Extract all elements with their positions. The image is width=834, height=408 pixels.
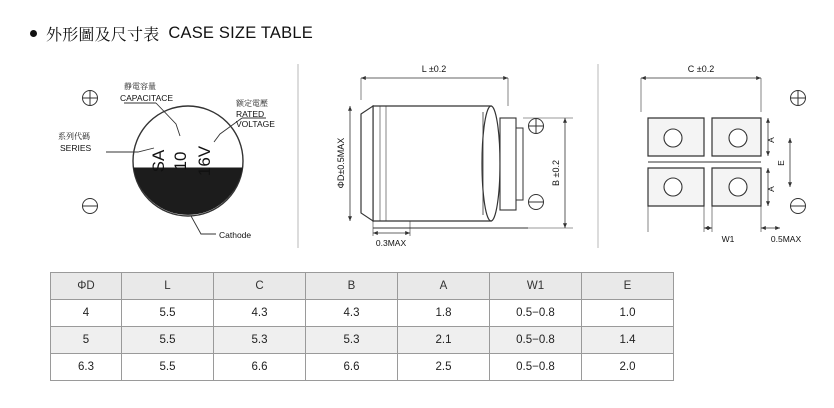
case-drawing (28, 56, 808, 256)
table-cell: 0.5−0.8 (490, 354, 582, 381)
table-cell: 6.3 (51, 354, 122, 381)
dim-a-top: A (766, 137, 776, 143)
label-cathode: Cathode (219, 230, 252, 240)
table-header-cell: W1 (490, 273, 582, 300)
table-cell: 0.5−0.8 (490, 300, 582, 327)
table-cell: 5.3 (214, 327, 306, 354)
dim-height: B ±0.2 (551, 160, 561, 186)
label-series-cn: 系列代碼 (58, 132, 90, 141)
table-header-cell: E (582, 273, 674, 300)
table-cell: 5 (51, 327, 122, 354)
bottom-view-minus-symbol (791, 199, 806, 214)
label-rated-voltage-cn: 额定電壓 (236, 99, 268, 108)
table-cell: 5.3 (306, 327, 398, 354)
page-title-cn: 外形圖及尺寸表 (46, 25, 160, 44)
case-size-table (50, 272, 674, 381)
table-cell: 2.5 (398, 354, 490, 381)
table-cell: 5.5 (122, 354, 214, 381)
marking-series: SA (149, 149, 168, 173)
table-row (51, 354, 674, 381)
dim-diameter: ΦD±0.5MAX (336, 137, 346, 189)
top-view-plus-symbol (83, 91, 98, 106)
table-cell: 2.1 (398, 327, 490, 354)
dim-w1: W1 (721, 234, 735, 244)
marking-capacitance: 10 (171, 151, 190, 171)
table-cell: 1.8 (398, 300, 490, 327)
bullet-icon (30, 30, 37, 37)
dim-c: C ±0.2 (687, 64, 715, 74)
table-row (51, 327, 674, 354)
table-cell: 4.3 (306, 300, 398, 327)
table-row (51, 300, 674, 327)
table-cell: 0.5−0.8 (490, 327, 582, 354)
dim-a-bottom: A (766, 186, 776, 192)
dim-e: E (776, 160, 786, 166)
table-cell: 2.0 (582, 354, 674, 381)
table-cell: 6.6 (214, 354, 306, 381)
top-view-minus-symbol (83, 199, 98, 214)
label-series-en: SERIES (60, 143, 92, 153)
table-header-cell: L (122, 273, 214, 300)
table-header-cell: ΦD (51, 273, 122, 300)
bottom-view-plus-symbol (791, 91, 806, 106)
table-cell: 6.6 (306, 354, 398, 381)
table-cell: 5.5 (122, 327, 214, 354)
table-cell: 4.3 (214, 300, 306, 327)
table-header-cell: B (306, 273, 398, 300)
table-header-row (51, 273, 674, 300)
dim-seat: 0.3MAX (375, 238, 407, 248)
table-header-cell: A (398, 273, 490, 300)
label-rated-voltage-en-2: VOLTAGE (236, 119, 275, 129)
dim-length: L ±0.2 (421, 64, 447, 74)
page-title (30, 22, 313, 45)
side-view-plus-symbol (529, 119, 544, 134)
case-size-table-wrap (50, 272, 674, 381)
label-rated-voltage-en-1: RATED (236, 109, 265, 119)
label-capacitance-en: CAPACITACE (120, 93, 174, 103)
table-cell: 1.4 (582, 327, 674, 354)
marking-voltage: 16V (195, 145, 214, 177)
table-cell: 1.0 (582, 300, 674, 327)
dim-clearance: 0.5MAX (770, 234, 802, 244)
table-header-cell: C (214, 273, 306, 300)
side-view-minus-symbol (529, 195, 544, 210)
label-capacitance-cn: 静電容量 (124, 82, 156, 91)
table-cell: 4 (51, 300, 122, 327)
table-cell: 5.5 (122, 300, 214, 327)
page-title-en: CASE SIZE TABLE (168, 24, 313, 42)
